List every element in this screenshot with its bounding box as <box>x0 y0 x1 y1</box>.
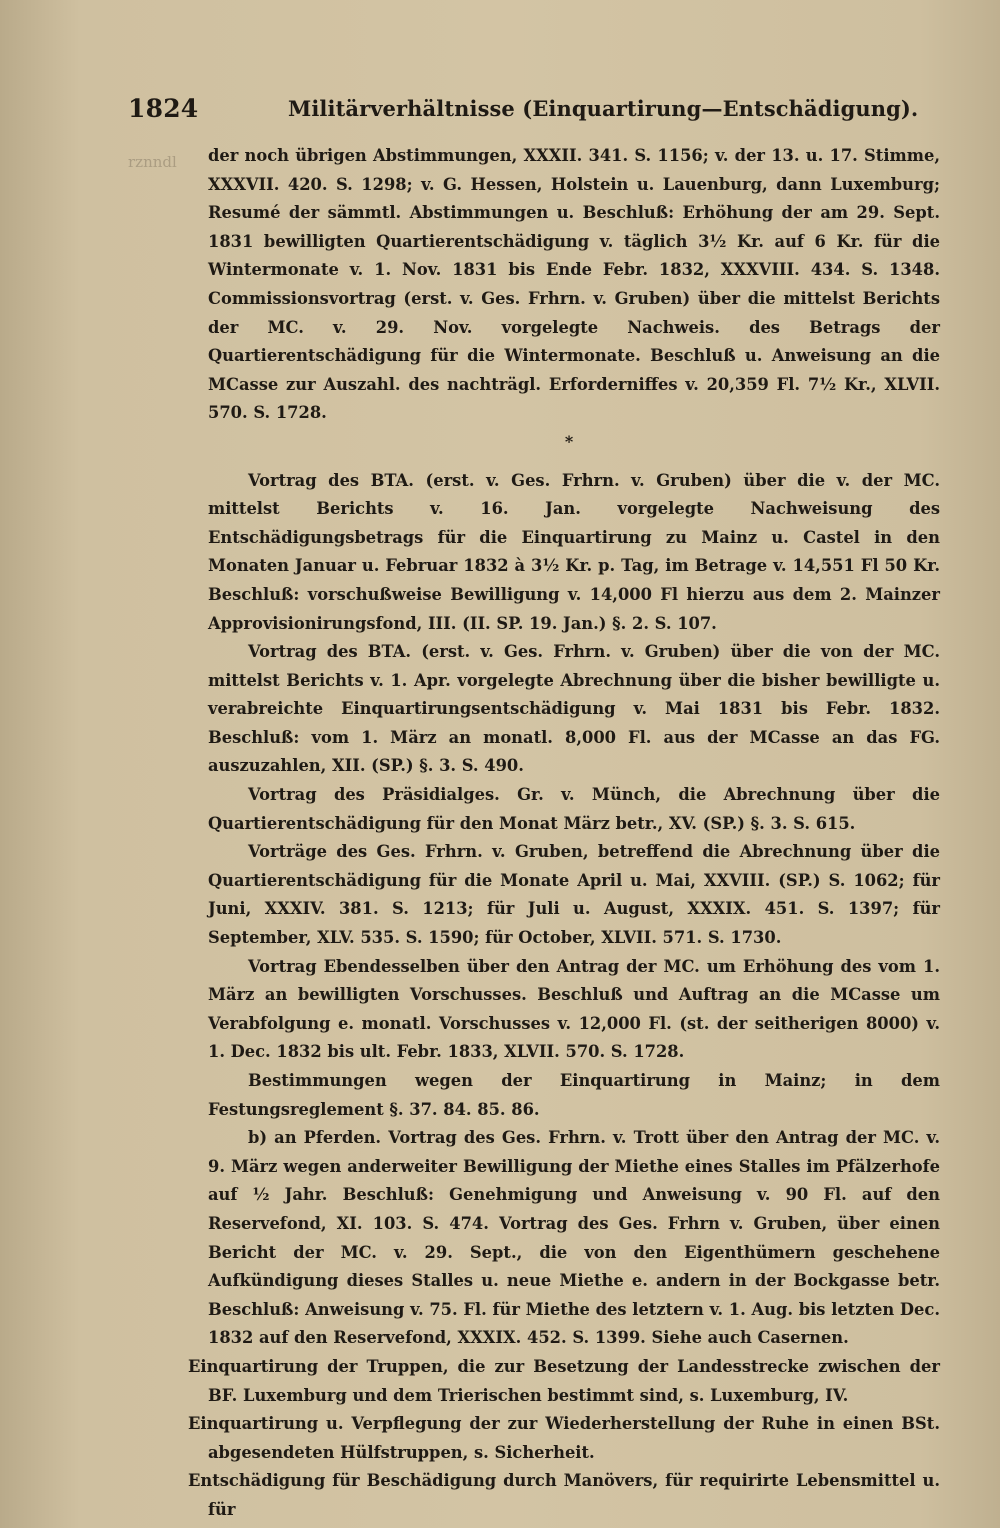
index-entry: Einquartirung u. Verpflegung der zur Wiederherstellung der Ruhe in einen BSt. abgesendeten Hülfstruppen, s. Sicherheit. <box>188 1414 940 1462</box>
body-text <box>188 142 940 1525</box>
margin-ghost-line: rznndl <box>128 153 177 171</box>
index-entry: Entschädigung für Beschädigung durch Manövers, für requirirte Lebensmittel u. für <box>188 1471 940 1519</box>
paragraph: Vortrag des BTA. (erst. v. Ges. Frhrn. v. Gruben) über die v. der MC. mittelst Berichts v. 16. Jan. vorgelegte Nachweisung des Entschädigungsbetrags für die Einquartirung zu Mainz u. Castel in den Monaten Januar u. Februar 1832 à 3½ Kr. p. Tag, im Betrage v. 14,551 Fl 50 Kr. Beschluß: vorschußweise Bewilligung v. 14,000 Fl hierzu aus dem 2. Mainzer Approvisionirungsfond, III. (II. SP. 19. Jan.) §. 2. S. 107. <box>208 470 940 633</box>
paragraph: Vorträge des Ges. Frhrn. v. Gruben, betreffend die Abrechnung über die Quartierentschädigung für die Monate April u. Mai, XXVIII. (SP.) S. 1062; für Juni, XXXIV. 381. S. 1213; für Juli u. August, XXXIX. 451. S. 1397; für September, XLV. 535. S. 1590; für October, XLVII. 571. S. 1730. <box>208 842 940 948</box>
page-number: 1824 <box>128 94 199 123</box>
paragraph: Vortrag des Präsidialges. Gr. v. Münch, die Abrechnung über die Quartierentschädigung für den Monat März betr., XV. (SP.) §. 3. S. 615. <box>208 785 940 833</box>
paragraph: Bestimmungen wegen der Einquartirung in Mainz; in dem Festungsreglement §. 37. 84. 85. 86. <box>208 1071 940 1119</box>
running-title: Militärverhältnisse (Einquartirung—Entschädigung). <box>288 96 919 121</box>
index-entry: Einquartirung der Truppen, die zur Besetzung der Landesstrecke zwischen der BF. Luxemburg und dem Trierischen bestimmt sind, s. Luxemburg, IV. <box>188 1356 940 1405</box>
paragraph: b) an Pferden. Vortrag des Ges. Frhrn. v. Trott über den Antrag der MC. v. 9. März wegen anderweiter Bewilligung der Miethe eines Stalles im Pfälzerhofe auf ½ Jahr. Beschluß: Genehmigung und Anweisung v. 90 Fl. auf den Reservefond, XI. 103. S. 474. Vortrag des Ges. Frhrn v. Gruben, über einen Bericht der MC. v. 29. Sept., die von den Eigenthümern geschehene Aufkündigung dieses Stalles u. neue Miethe e. andern in der Bockgasse betr. Beschluß: Anweisung v. 75. Fl. für Miethe des letztern v. 1. Aug. bis letzten Dec. 1832 auf den Reservefond, XXXIX. 452. S. 1399. Siehe auch Casernen. <box>208 1128 940 1348</box>
paragraph: Vortrag des BTA. (erst. v. Ges. Frhrn. v. Gruben) über die von der MC. mittelst Berichts v. 1. Apr. vorgelegte Abrechnung über die bisher bewilligte u. verabreichte Einquartirungsentschädigung v. Mai 1831 bis Febr. 1832. Beschluß: vom 1. März an monatl. 8,000 Fl. aus der MCasse an das FG. auszuzahlen, XII. (SP.) §. 3. S. 490. <box>208 642 940 776</box>
section-asterisk: * <box>564 431 574 451</box>
page-header <box>128 92 948 132</box>
paragraph: Vortrag Ebendesselben über den Antrag der MC. um Erhöhung des vom 1. März an bewilligten Vorschusses. Beschluß und Auftrag an die MCasse um Verabfolgung e. monatl. Vorschusses v. 12,000 Fl. (st. der seitherigen 8000) v. 1. Dec. 1832 bis ult. Febr. 1833, XLVII. 570. S. 1728. <box>208 956 940 1062</box>
continuation-paragraph: der noch übrigen Abstimmungen, XXXII. 341. S. 1156; v. der 13. u. 17. Stimme, XXXVII. 420. S. 1298; v. G. Hessen, Holstein u. Lauenburg, dann Luxemburg; Resumé der sämmtl. Abstimmungen u. Beschluß: Erhöhung der am 29. Sept. 1831 bewilligten Quartierentschädigung v. täglich 3½ Kr. auf 6 Kr. für die Wintermonate v. 1. Nov. 1831 bis Ende Febr. 1832, XXXVIII. 434. S. 1348. Commissionsvortrag (erst. v. Ges. Frhrn. v. Gruben) über die mittelst Berichts der MC. v. 29. Nov. vorgelegte Nachweis. des Betrags der Quartierentschädigung für die Wintermonate. Beschluß u. Anweisung an die MCasse zur Auszahl. des nachträgl. Erforderniffes v. 20,359 Fl. 7½ Kr., XLVII. 570. S. 1728. <box>208 146 940 423</box>
spacer <box>188 457 940 467</box>
